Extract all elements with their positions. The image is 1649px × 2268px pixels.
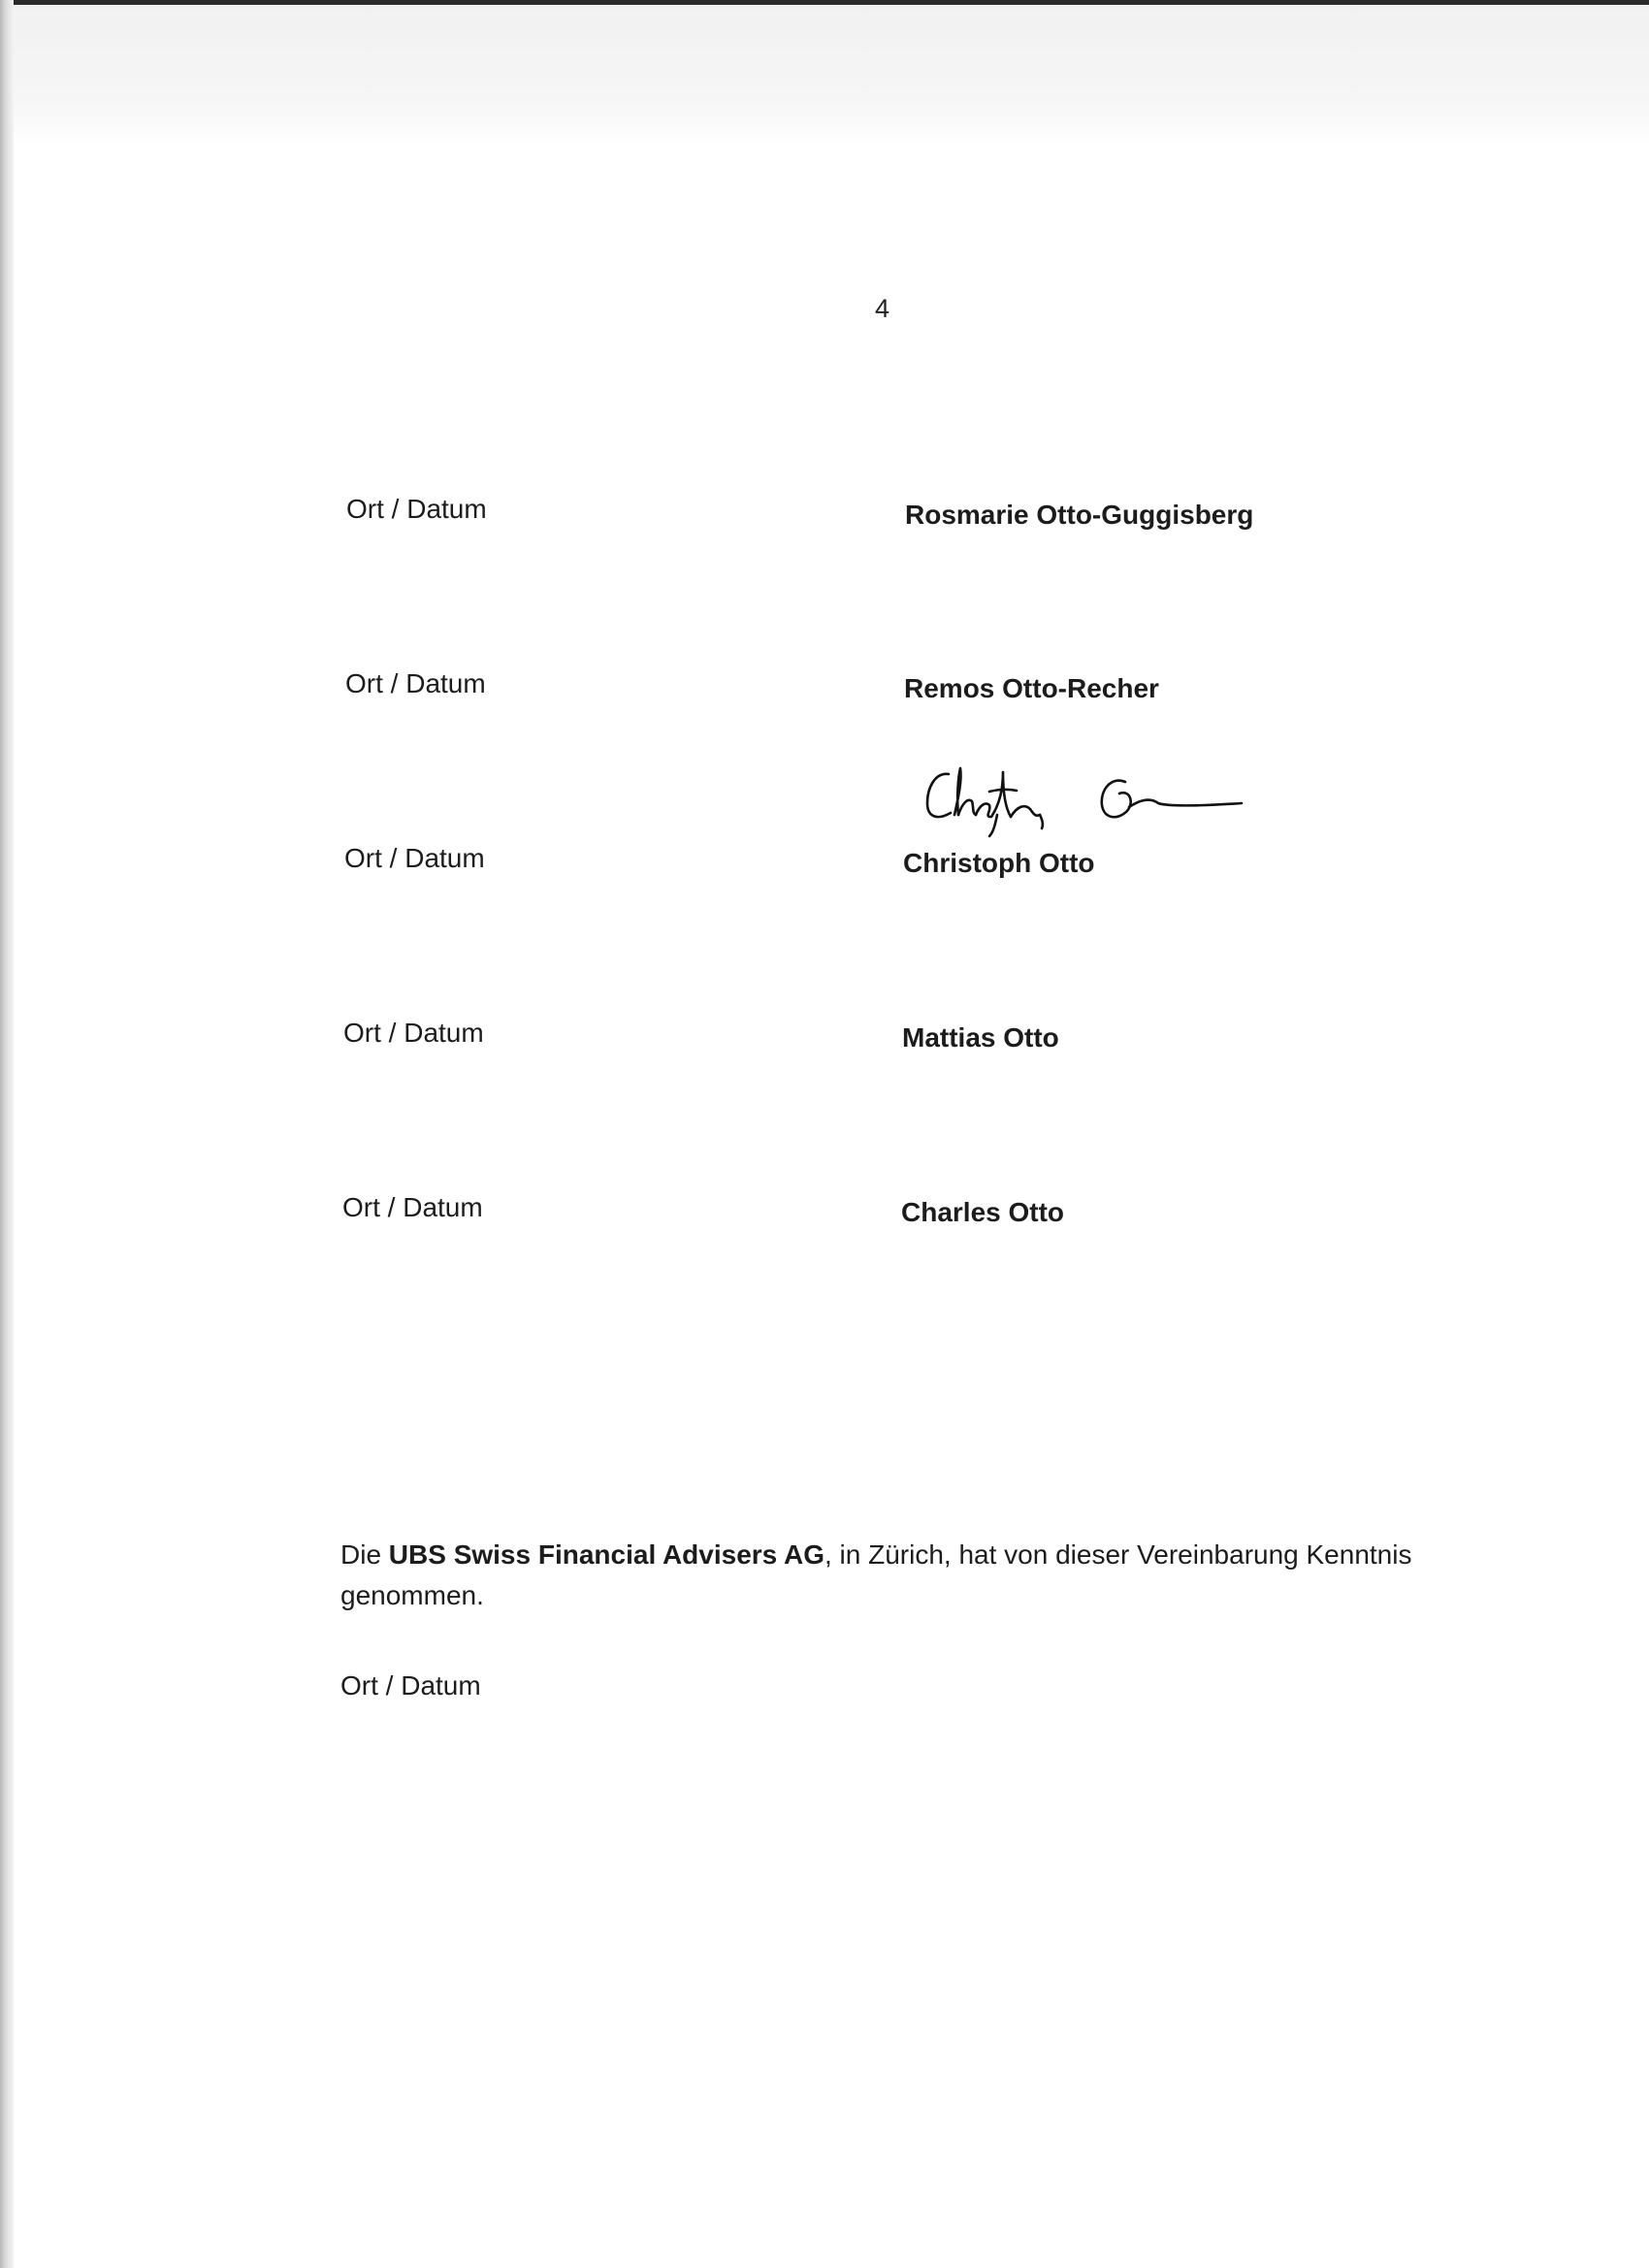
place-date-label: Ort / Datum xyxy=(343,1018,484,1048)
page-number: 4 xyxy=(875,294,890,323)
acknowledgement-prefix: Die xyxy=(340,1539,389,1570)
company-name: UBS Swiss Financial Advisers AG xyxy=(388,1539,824,1570)
signatory-name: Rosmarie Otto-Guggisberg xyxy=(905,500,1254,530)
scan-left-edge xyxy=(0,0,14,2268)
signatory-name: Charles Otto xyxy=(901,1197,1065,1227)
footer-place-date-label: Ort / Datum xyxy=(340,1670,481,1701)
place-date-label: Ort / Datum xyxy=(345,668,486,698)
acknowledgement-suffix: , in Zürich, hat von dieser Vereinbarung Kenntnis genommen. xyxy=(340,1539,1412,1610)
scan-top-shade xyxy=(14,5,1649,146)
signatory-name: Remos Otto-Recher xyxy=(904,673,1159,703)
signatory-name: Christoph Otto xyxy=(903,848,1095,878)
place-date-label: Ort / Datum xyxy=(342,1192,483,1222)
acknowledgement-paragraph xyxy=(340,1535,1427,1616)
place-date-label: Ort / Datum xyxy=(344,843,485,873)
place-date-label: Ort / Datum xyxy=(346,494,487,524)
signatory-name: Mattias Otto xyxy=(902,1022,1059,1053)
handwritten-signature xyxy=(922,747,1251,844)
